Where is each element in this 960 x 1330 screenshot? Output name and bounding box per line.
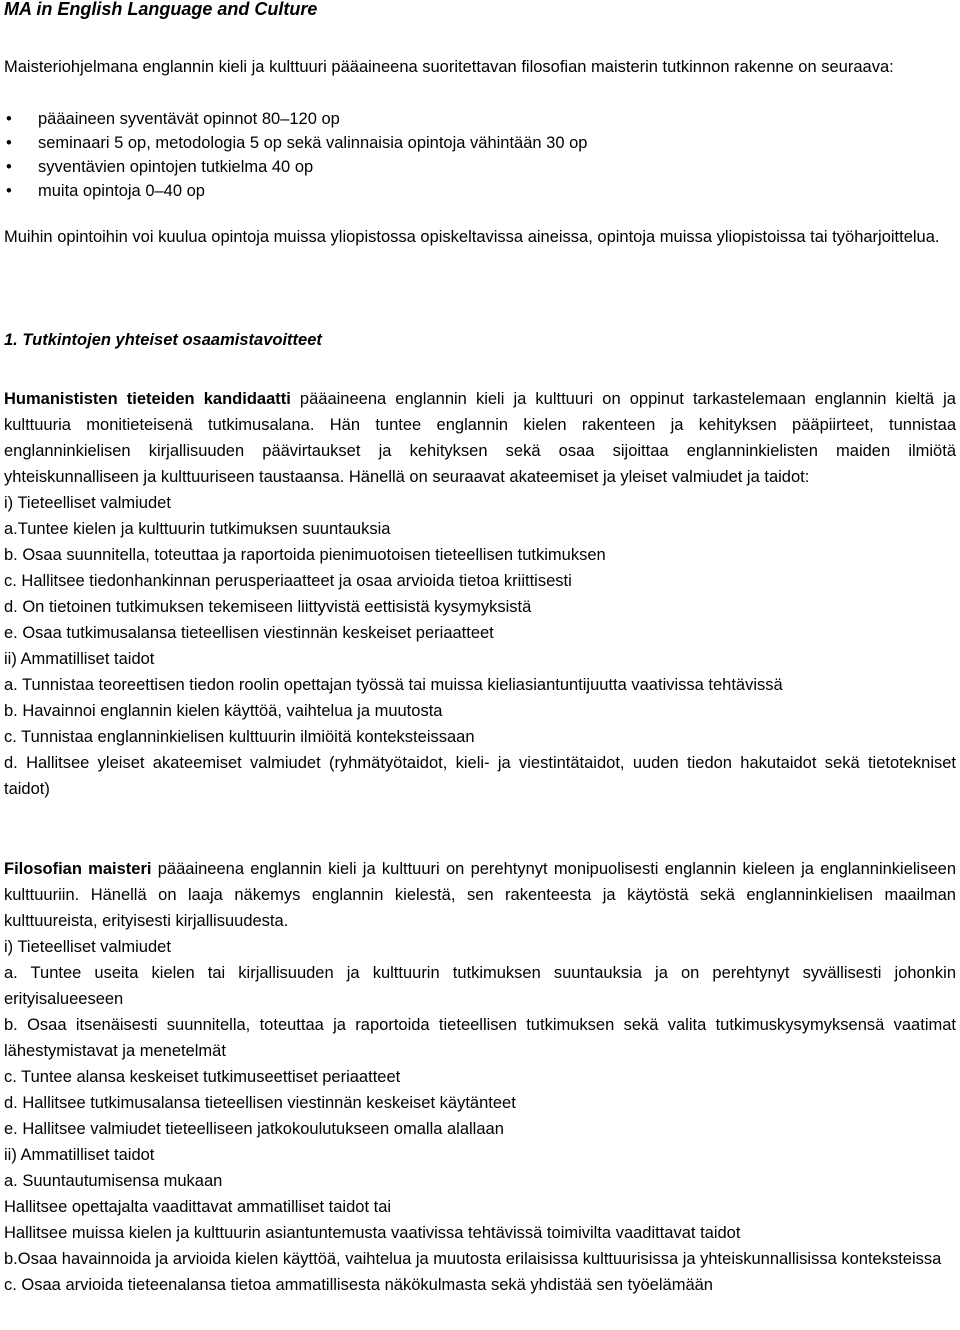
ma-item-a: a. Tuntee useita kielen tai kirjallisuuden ja kulttuurin tutkimuksen suuntauksia ja on perehtynyt syvällisesti johonkin erityisalueeseen — [4, 964, 956, 1008]
ma-section — [4, 856, 956, 1298]
list-item: • seminaari 5 op, metodologia 5 op sekä valinnaisia opintoja vähintään 30 op — [4, 131, 956, 155]
list-item: • muita opintoja 0–40 op — [4, 179, 956, 203]
ba-line: b. Havainnoi englannin kielen käyttöä, vaihtelua ja muutosta — [4, 702, 443, 720]
ba-line: a. Tunnistaa teoreettisen tiedon roolin opettajan työssä tai muissa kieliasiantuntijuutta vaativissa tehtävissä — [4, 676, 783, 694]
ba-line: c. Hallitsee tiedonhankinnan perusperiaatteet ja osaa arvioida tietoa kriittisesti — [4, 572, 572, 590]
ba-line: c. Tunnistaa englanninkielisen kulttuurin ilmiöitä konteksteissaan — [4, 728, 475, 746]
structure-list — [4, 107, 956, 203]
ma-line: a. Suuntautumisensa mukaan — [4, 1172, 223, 1190]
ba-line: b. Osaa suunnitella, toteuttaa ja raportoida pienimuotoisen tieteellisen tutkimuksen — [4, 546, 606, 564]
ba-line: i) Tieteelliset valmiudet — [4, 494, 171, 512]
page-title: MA in English Language and Culture — [4, 0, 318, 19]
section-heading: 1. Tutkintojen yhteiset osaamistavoitteet — [4, 331, 322, 349]
ba-section — [4, 386, 956, 802]
ma-degree-name: Filosofian maisteri — [4, 860, 152, 878]
ma-line: i) Tieteelliset valmiudet — [4, 938, 171, 956]
list-item: • syventävien opintojen tutkielma 40 op — [4, 155, 956, 179]
ma-line: c. Tuntee alansa keskeiset tutkimuseettiset periaatteet — [4, 1068, 401, 1086]
ma-item-b2: b.Osaa havainnoida ja arvioida kielen käyttöä, vaihtelua ja muutosta erilaisissa kulttuurisissa ja yhteiskunnallisissa konteksteissa — [4, 1250, 942, 1268]
bullet-icon: • — [6, 182, 12, 200]
ba-line: d. On tietoinen tutkimuksen tekemiseen liittyvistä eettisistä kysymyksistä — [4, 598, 532, 616]
other-studies-paragraph: Muihin opintoihin voi kuulua opintoja muissa yliopistossa opiskeltavissa aineissa, opintoja muissa yliopistoissa tai työharjoittelua. — [4, 228, 940, 246]
ba-line: ii) Ammatilliset taidot — [4, 650, 155, 668]
list-item: • pääaineen syventävät opinnot 80–120 op — [4, 107, 956, 131]
bullet-icon: • — [6, 110, 12, 128]
ba-paragraph: Humanististen tieteiden kandidaatti pääaineena englannin kieli ja kulttuuri on oppinut tarkastelemaan englannin kieltä ja kulttuuria monitieteisenä tutkimusalana. Hän tuntee englannin kielen rakenteen ja kehityksen pääpiirteet, tunnistaa englanninkielisen kirjallisuuden päävirtaukset ja kehityksen sekä osaa sijoittaa englanninkielisten maiden ilmiötä yhteiskunnalliseen ja kulttuuriseen taustaansa. Hänellä on seuraavat akateemiset ja yleiset valmiudet ja taidot: — [4, 390, 956, 486]
ma-line: e. Hallitsee valmiudet tieteelliseen jatkokoulutukseen omalla alallaan — [4, 1120, 504, 1138]
bullet-icon: • — [6, 158, 12, 176]
ma-line: Hallitsee opettajalta vaadittavat ammatilliset taidot tai — [4, 1198, 392, 1216]
intro-paragraph: Maisteriohjelmana englannin kieli ja kulttuuri pääaineena suoritettavan filosofian maisterin tutkinnon rakenne on seuraava: — [4, 58, 894, 76]
ba-degree-name: Humanististen tieteiden kandidaatti — [4, 390, 291, 408]
ma-paragraph: Filosofian maisteri pääaineena englannin kieli ja kulttuuri on perehtynyt monipuolisesti englannin kieleen ja englanninkieliseen kulttuuriin. Hänellä on laaja näkemys englannin kielestä, sen rakenteesta ja käytöstä sekä englanninkielisen maailman kulttuureista, erityisesti kirjallisuudesta. — [4, 860, 956, 930]
ma-line: d. Hallitsee tutkimusalansa tieteellisen viestinnän keskeiset käytänteet — [4, 1094, 516, 1112]
ma-line: c. Osaa arvioida tieteenalansa tietoa ammatillisesta näkökulmasta sekä yhdistää sen työelämään — [4, 1276, 713, 1294]
ba-line: a.Tuntee kielen ja kulttuurin tutkimuksen suuntauksia — [4, 520, 391, 538]
ba-last-item: d. Hallitsee yleiset akateemiset valmiudet (ryhmätyötaidot, kieli- ja viestintätaidot, uuden tiedon hakutaidot sekä tietotekniset taidot) — [4, 754, 956, 798]
ma-line: Hallitsee muissa kielen ja kulttuurin asiantuntemusta vaativissa tehtävissä toimivilta vaadittavat taidot — [4, 1224, 741, 1242]
bullet-icon: • — [6, 134, 12, 152]
ma-item-b: b. Osaa itsenäisesti suunnitella, toteuttaa ja raportoida tieteellisen tutkimuksen sekä valita tutkimuskysymyksensä vaatimat lähestymistavat ja menetelmät — [4, 1016, 956, 1060]
ma-line: ii) Ammatilliset taidot — [4, 1146, 155, 1164]
ba-line: e. Osaa tutkimusalansa tieteellisen viestinnän keskeiset periaatteet — [4, 624, 494, 642]
